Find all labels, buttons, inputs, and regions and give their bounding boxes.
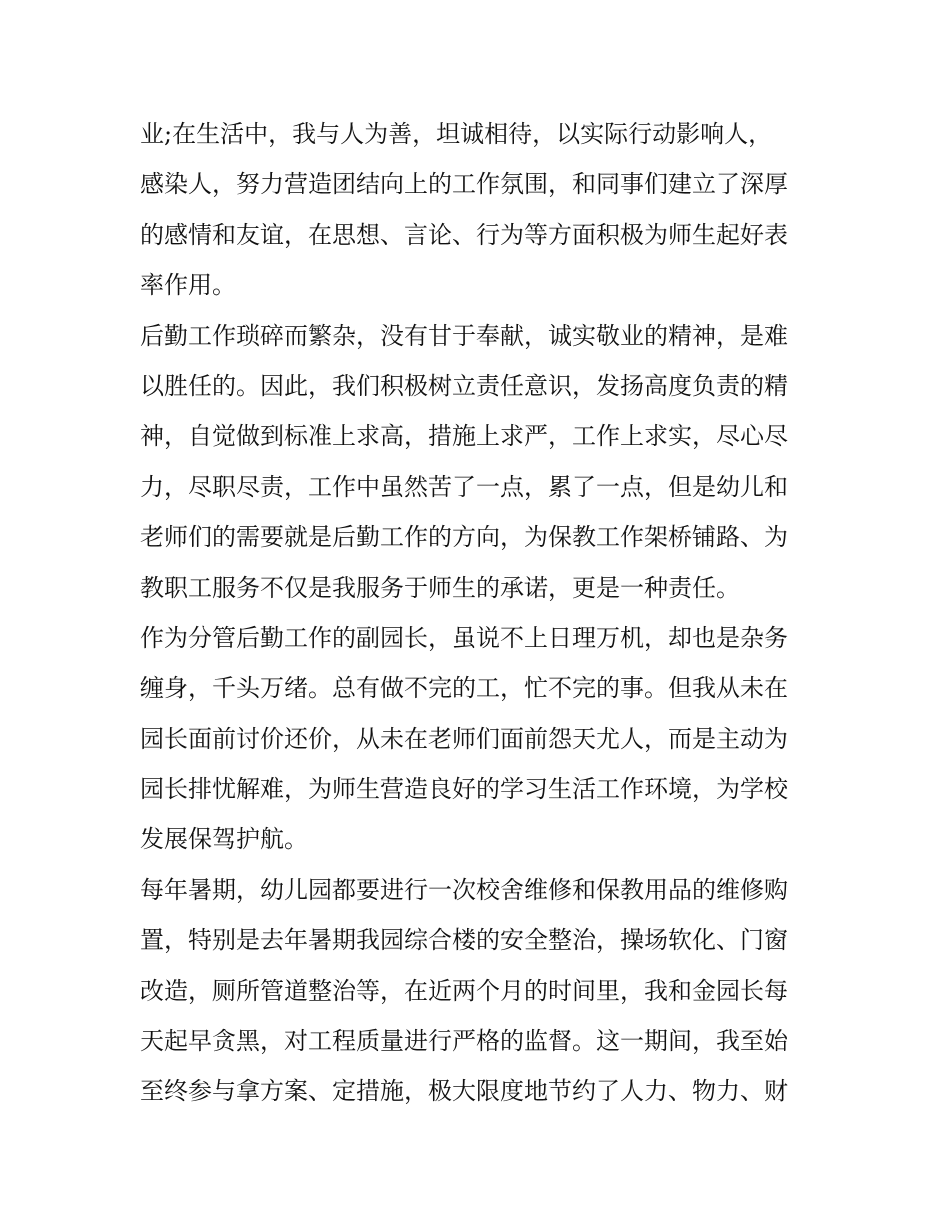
text-line: 置，特别是去年暑期我园综合楼的安全整治，操场软化、门窗 — [140, 926, 788, 955]
text-line: 改造，厕所管道整治等，在近两个月的时间里，我和金园长每 — [140, 976, 788, 1005]
text-line: 力，尽职尽责，工作中虽然苦了一点，累了一点，但是幼儿和 — [140, 472, 788, 501]
text-line: 老师们的需要就是后勤工作的方向，为保教工作架桥铺路、为 — [140, 523, 788, 552]
text-line: 发展保驾护航。 — [140, 825, 308, 854]
text-line: 以胜任的。因此，我们积极树立责任意识，发扬高度负责的精 — [140, 371, 788, 400]
text-line: 后勤工作琐碎而繁杂，没有甘于奉献，诚实敬业的精神，是难 — [140, 321, 788, 350]
text-line: 业;在生活中，我与人为善，坦诚相待，以实际行动影响人， — [140, 120, 773, 148]
document-body — [140, 109, 820, 1117]
text-line: 作为分管后勤工作的副园长，虽说不上日理万机，却也是杂务 — [140, 623, 788, 652]
text-line: 缠身，千头万绪。总有做不完的工，忙不完的事。但我从未在 — [140, 674, 788, 703]
text-line: 天起早贪黑，对工程质量进行严格的监督。这一期间，我至始 — [140, 1027, 788, 1056]
text-line: 园长排忧解难，为师生营造良好的学习生活工作环境，为学校 — [140, 775, 788, 804]
text-line: 率作用。 — [140, 271, 236, 300]
text-line: 每年暑期，幼儿园都要进行一次校舍维修和保教用品的维修购 — [140, 875, 788, 904]
text-line: 教职工服务不仅是我服务于师生的承诺，更是一种责任。 — [140, 573, 740, 602]
text-line: 至终参与拿方案、定措施，极大限度地节约了人力、物力、财 — [140, 1077, 788, 1106]
text-line: 神，自觉做到标准上求高，措施上求严，工作上求实，尽心尽 — [140, 422, 788, 451]
text-line: 的感情和友谊，在思想、言论、行为等方面积极为师生起好表 — [140, 220, 788, 249]
text-line: 感染人，努力营造团结向上的工作氛围，和同事们建立了深厚 — [140, 170, 788, 199]
text-line: 园长面前讨价还价，从未在老师们面前怨天尤人，而是主动为 — [140, 724, 788, 753]
